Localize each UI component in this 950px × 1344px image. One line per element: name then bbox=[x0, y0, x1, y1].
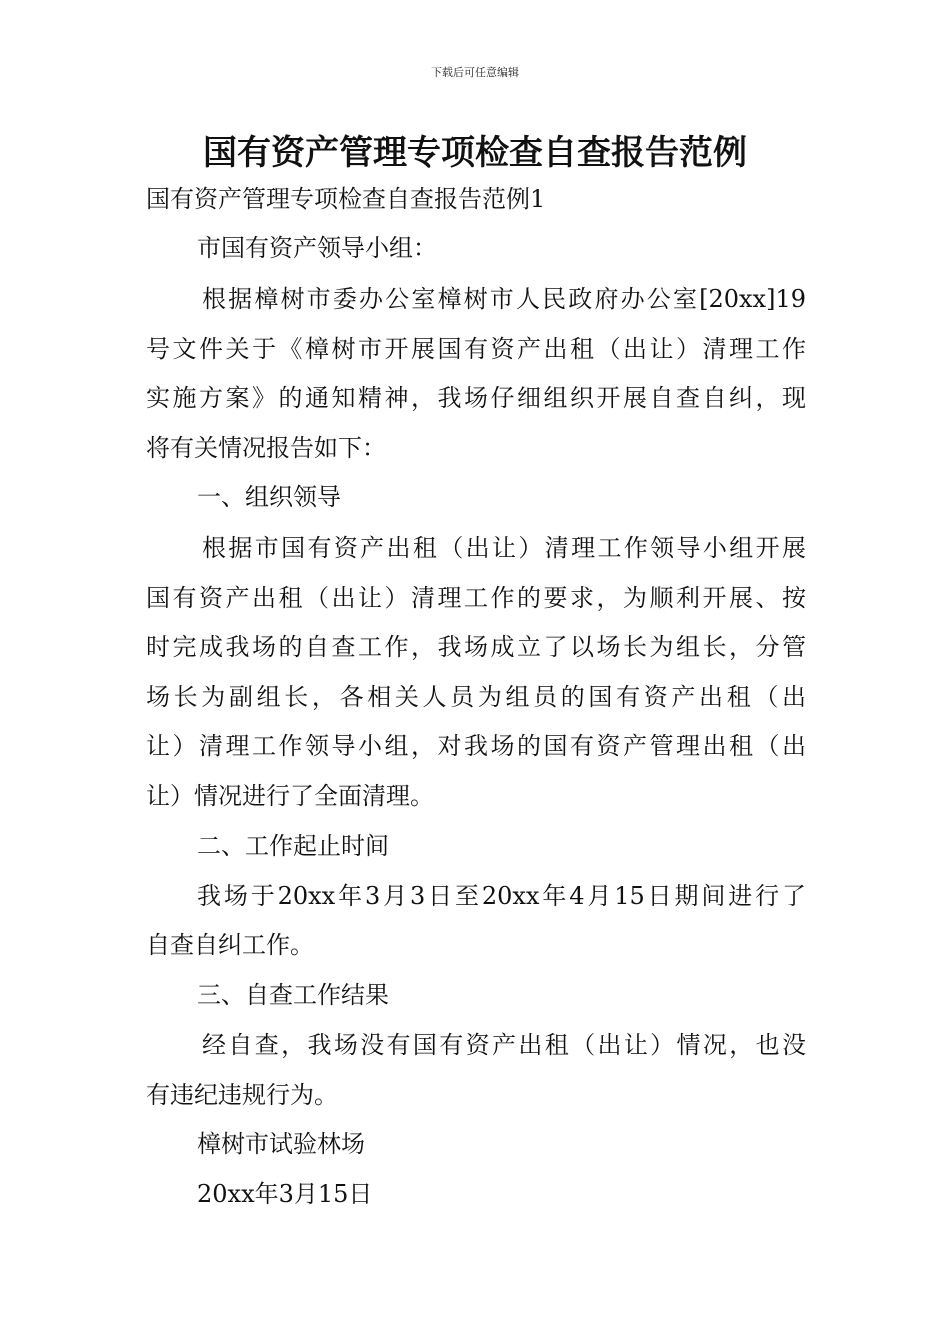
section-heading-2: 二、工作起止时间 bbox=[197, 832, 389, 860]
paragraph-2-line: 时完成我场的自查工作，我场成立了以场长为组长，分管 bbox=[146, 633, 806, 661]
paragraph-2-line: 让）清理工作领导小组，对我场的国有资产管理出租（出 bbox=[146, 732, 806, 760]
paragraph-2-line: 根据市国有资产出租（出让）清理工作领导小组开展 bbox=[202, 534, 806, 562]
section-heading-1: 一、组织领导 bbox=[197, 483, 341, 511]
section-heading-3: 三、自查工作结果 bbox=[197, 981, 389, 1009]
signature: 樟树市试验林场 bbox=[197, 1130, 365, 1158]
paragraph-2-line: 国有资产出租（出让）清理工作的要求，为顺利开展、按 bbox=[146, 584, 806, 612]
paragraph-3-line: 我场于20xx年3月3日至20xx年4月15日期间进行了 bbox=[197, 882, 806, 910]
paragraph-1-line: 将有关情况报告如下： bbox=[146, 434, 386, 462]
paragraph-4-line: 有违纪违规行为。 bbox=[146, 1081, 338, 1109]
paragraph-4-line: 经自查，我场没有国有资产出租（出让）情况，也没 bbox=[202, 1031, 806, 1059]
salutation: 市国有资产领导小组： bbox=[197, 234, 437, 262]
paragraph-3-line: 自查自纠工作。 bbox=[146, 931, 314, 959]
paragraph-1-line: 号文件关于《樟树市开展国有资产出租（出让）清理工作 bbox=[146, 335, 806, 363]
header-note: 下载后可任意编辑 bbox=[431, 66, 519, 79]
paragraph-2-line: 让）情况进行了全面清理。 bbox=[146, 782, 434, 810]
document-subtitle: 国有资产管理专项检查自查报告范例1 bbox=[146, 185, 546, 213]
date: 20xx年3月15日 bbox=[197, 1180, 373, 1208]
paragraph-2-line: 场长为副组长，各相关人员为组员的国有资产出租（出 bbox=[146, 683, 806, 711]
paragraph-1-line: 实施方案》的通知精神，我场仔细组织开展自查自纠，现 bbox=[146, 384, 806, 412]
document-title: 国有资产管理专项检查自查报告范例 bbox=[203, 133, 747, 173]
paragraph-1-line: 根据樟树市委办公室樟树市人民政府办公室[20xx]19 bbox=[202, 285, 806, 313]
